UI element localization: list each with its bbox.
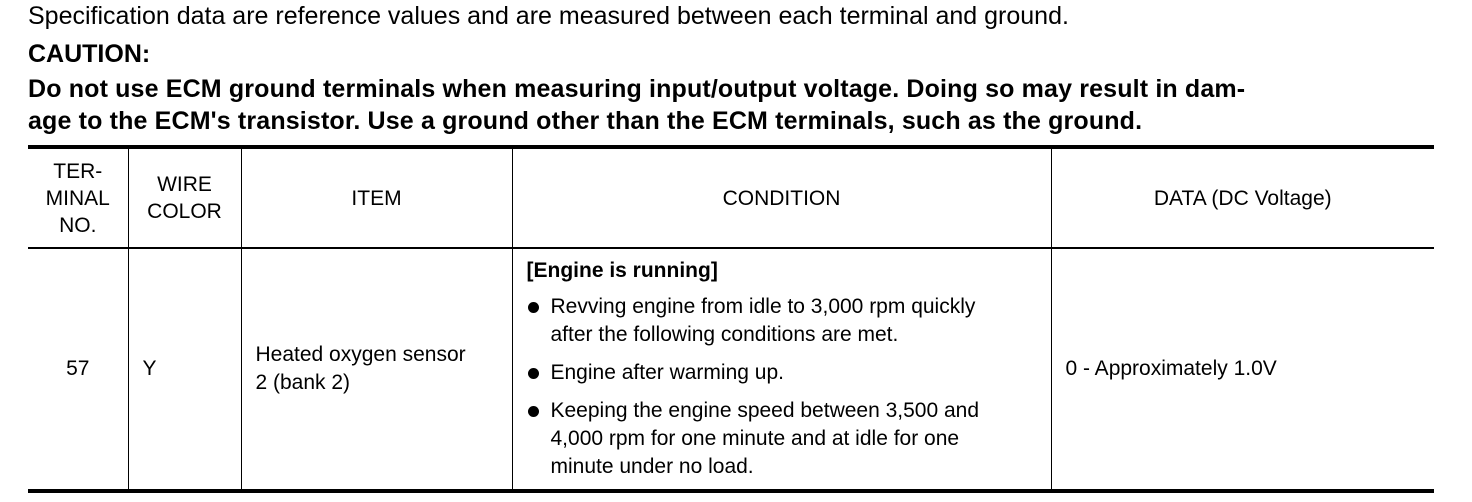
header-item: ITEM — [241, 147, 512, 248]
bullet-icon — [528, 368, 539, 379]
cell-terminal-no: 57 — [28, 248, 128, 491]
bullet-icon — [528, 302, 539, 313]
cell-wire-color: Y — [128, 248, 241, 491]
condition-item: Keeping the engine speed between 3,500 and 4,000 rpm for one minute and at idle for one minute under no load. — [527, 397, 1041, 481]
caution-text — [28, 73, 1438, 137]
bullet-icon — [528, 406, 539, 417]
header-wire-color: WIRE COLOR — [128, 147, 241, 248]
table-row — [28, 248, 1434, 491]
spec-table — [28, 145, 1434, 493]
cell-condition — [512, 248, 1051, 491]
caution-line: Do not use ECM ground terminals when measuring input/output voltage. Doing so may result in dam- — [28, 75, 1246, 103]
condition-item: Engine after warming up. — [527, 359, 1041, 387]
caution-heading: CAUTION: — [28, 40, 151, 68]
header-condition: CONDITION — [512, 147, 1051, 248]
header-terminal-no: TER- MINAL NO. — [28, 147, 128, 248]
intro-text: Specification data are reference values and are measured between each terminal and ground. — [28, 2, 1069, 30]
condition-title: [Engine is running] — [526, 259, 718, 282]
table-header-row — [28, 147, 1434, 248]
condition-item: Revving engine from idle to 3,000 rpm quickly after the following conditions are met. — [527, 293, 1041, 349]
cell-data: 0 - Approximately 1.0V — [1051, 248, 1434, 491]
header-data: DATA (DC Voltage) — [1051, 147, 1434, 248]
caution-line: age to the ECM's transistor. Use a ground other than the ECM terminals, such as the ground. — [28, 107, 1143, 135]
cell-item: Heated oxygen sensor 2 (bank 2) — [241, 248, 512, 491]
condition-list — [527, 293, 1041, 481]
